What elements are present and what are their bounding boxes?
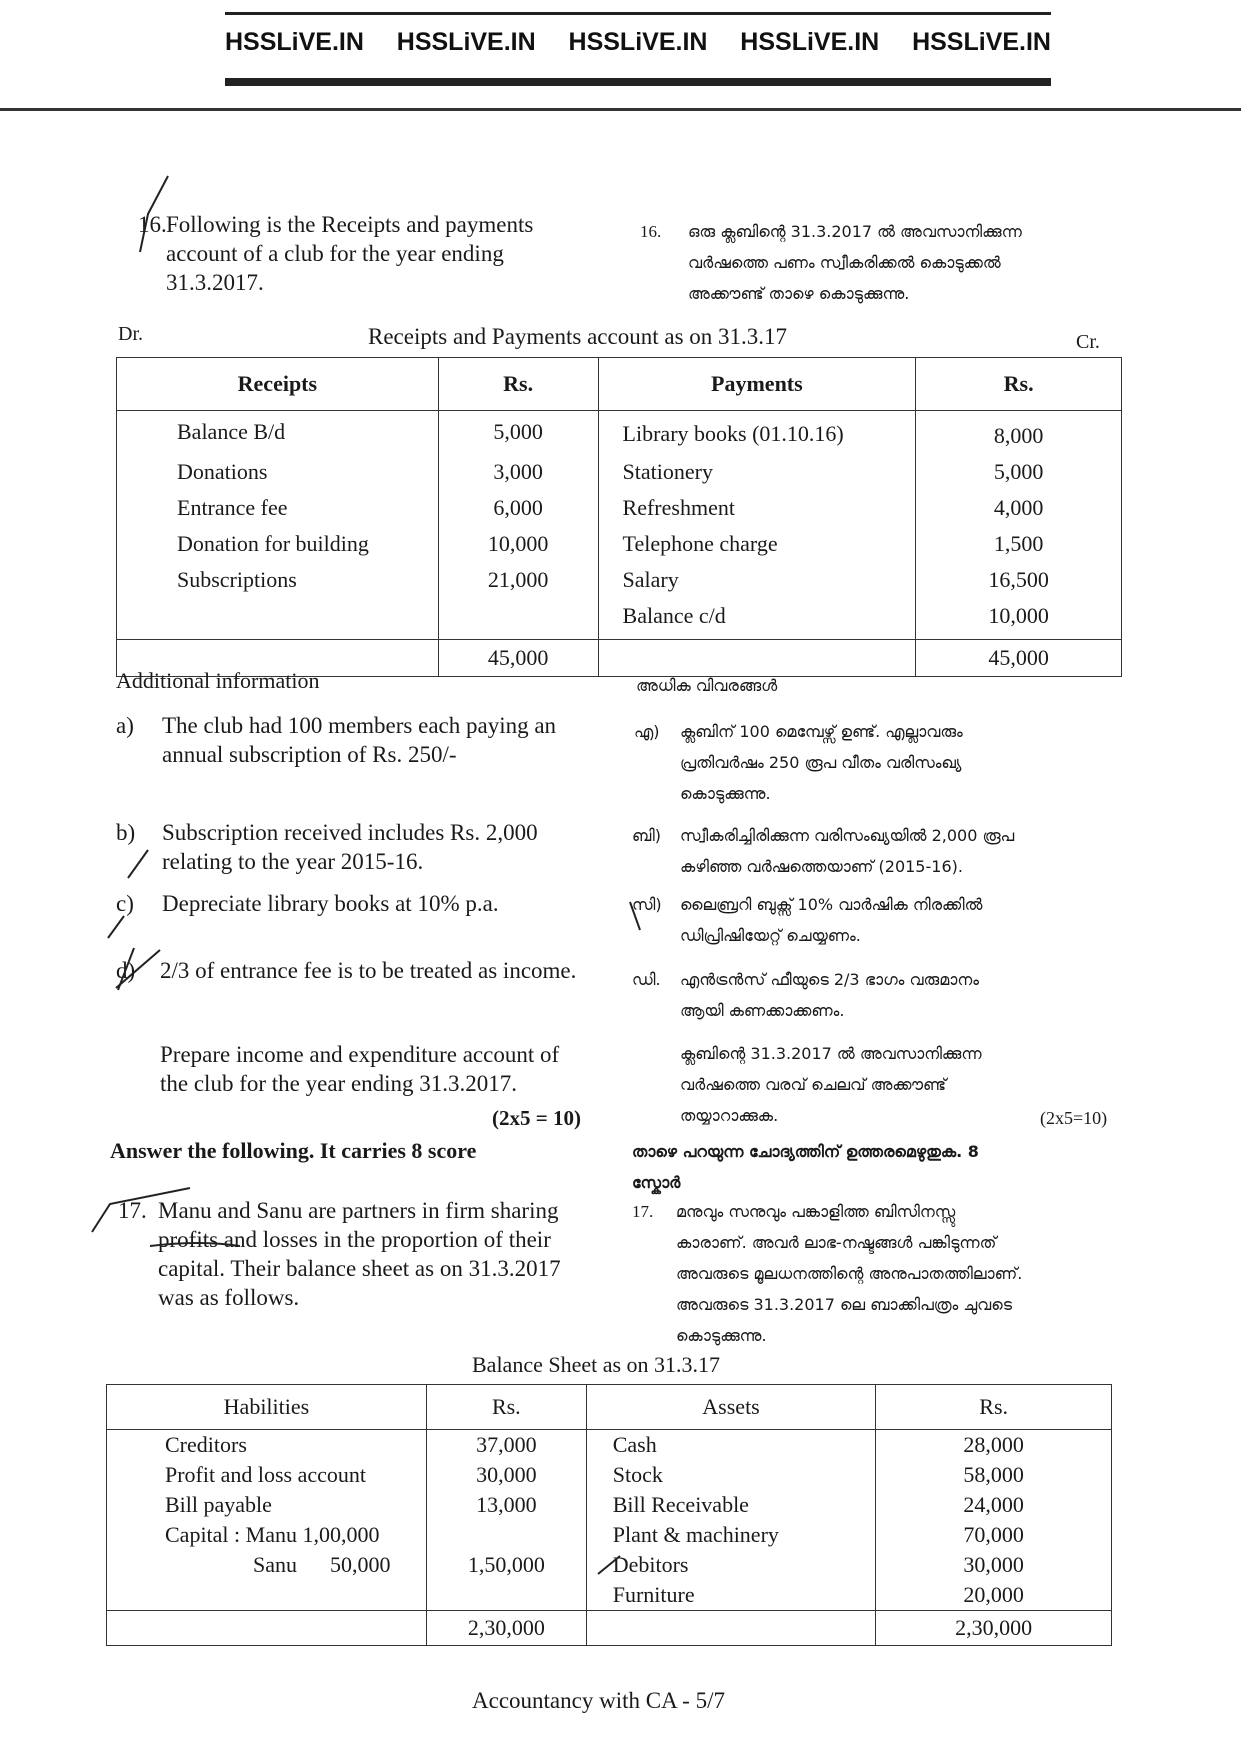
- item-marker: a): [116, 713, 134, 738]
- banner-text: HSSLiVE.IN: [396, 28, 536, 56]
- item-ml-line: സ്വീകരിച്ചിരിക്കുന്ന വരിസംഖ്യയിൽ 2,000 രൂപ: [680, 826, 1015, 845]
- q16-ml-line: അക്കൗണ്ട് താഴെ കൊടുക്കുന്നു.: [688, 284, 910, 303]
- section-heading-en: Answer the following. It carries 8 score: [110, 1138, 477, 1163]
- item-marker-ml: സി): [632, 895, 662, 914]
- q17-line: capital. Their balance sheet as on 31.3.2017: [158, 1256, 561, 1281]
- payment-label: Balance c/d: [598, 603, 916, 640]
- header-receipts: Receipts: [117, 358, 439, 411]
- receipt-label: Donations: [117, 459, 439, 495]
- prepare-line: the club for the year ending 31.3.2017.: [160, 1071, 518, 1096]
- receipt-amount: 3,000: [438, 459, 598, 495]
- item-marker: b): [116, 820, 136, 845]
- liability-amount: 30,000: [426, 1460, 586, 1490]
- prepare-ml-line: തയ്യാറാക്കുക.: [680, 1106, 779, 1125]
- total-payments: 45,000: [916, 640, 1122, 677]
- payment-amount: 4,000: [916, 495, 1122, 531]
- header-rs: Rs.: [438, 358, 598, 411]
- total-receipts: 45,000: [438, 640, 598, 677]
- section-ml-line: സ്കോർ: [632, 1173, 681, 1192]
- prepare-line: Prepare income and expenditure account of: [160, 1042, 560, 1067]
- asset-amount: 58,000: [876, 1460, 1112, 1490]
- tick-mark-icon: [92, 1188, 190, 1232]
- liability-label: Creditors: [107, 1430, 427, 1461]
- item-ml-line: കഴിഞ്ഞ വർഷത്തെയാണ് (2015-16).: [680, 857, 963, 876]
- receipts-table-title: Receipts and Payments account as on 31.3.17: [368, 324, 788, 349]
- q16-number-ml: 16.: [640, 222, 662, 241]
- liability-label: Capital : Manu 1,00,000: [107, 1520, 427, 1550]
- q17-line: profits and losses in the proportion of their: [158, 1227, 551, 1252]
- item-ml-line: എൻട്രൻസ് ഫീയുടെ 2/3 ഭാഗം വരുമാനം: [680, 970, 979, 989]
- payment-amount: 1,500: [916, 531, 1122, 567]
- q17-ml-line: അവരുടെ മൂലധനത്തിന്റെ അനുപാതത്തിലാണ്.: [676, 1264, 1023, 1283]
- q16-ml-line: ഒരു ക്ലബിന്റെ 31.3.2017 ൽ അവസാനിക്കുന്ന: [688, 222, 1022, 241]
- q17-number: 17.: [118, 1198, 147, 1223]
- item-line: Subscription received includes Rs. 2,000: [162, 820, 538, 845]
- item-ml-line: ക്ലബിന് 100 മെമ്പേഴ്സ് ഉണ്ട്. എല്ലാവരും: [680, 722, 963, 741]
- receipt-label: Donation for building: [117, 531, 439, 567]
- banner-text: HSSLiVE.IN: [568, 28, 708, 56]
- tick-mark-icon: [630, 902, 640, 930]
- receipt-amount: 6,000: [438, 495, 598, 531]
- liability-label: Sanu 50,000: [107, 1550, 427, 1580]
- liability-label: Profit and loss account: [107, 1460, 427, 1490]
- marks-en: (2x5 = 10): [492, 1106, 581, 1130]
- header-assets: Assets: [586, 1385, 876, 1430]
- item-ml-line: ആയി കണക്കാക്കണം.: [680, 1001, 845, 1020]
- header-liabilities: Habilities: [107, 1385, 427, 1430]
- cr-label: Cr.: [1076, 331, 1100, 353]
- item-ml-line: ലൈബ്രറി ബുക്സ് 10% വാർഷിക നിരക്കിൽ: [680, 895, 983, 914]
- item-ml-line: കൊടുക്കുന്നു.: [680, 784, 771, 803]
- payment-amount: 10,000: [916, 603, 1122, 640]
- asset-amount: 30,000: [876, 1550, 1112, 1580]
- tick-mark-icon: [140, 176, 168, 252]
- header-payments: Payments: [598, 358, 916, 411]
- asset-label: Cash: [586, 1430, 876, 1461]
- q17-ml-line: അവരുടെ 31.3.2017 ലെ ബാക്കിപത്രം ചുവടെ: [676, 1295, 1013, 1314]
- item-line: relating to the year 2015-16.: [162, 849, 424, 874]
- banner-text: HSSLiVE.IN: [912, 28, 1051, 56]
- prepare-ml-line: വർഷത്തെ വരവ് ചെലവ് അക്കൗണ്ട്: [680, 1075, 947, 1094]
- q16-line: 31.3.2017.: [166, 270, 264, 295]
- asset-amount: 70,000: [876, 1520, 1112, 1550]
- payment-label: Refreshment: [598, 495, 916, 531]
- item-line: The club had 100 members each paying an: [162, 713, 557, 738]
- asset-label: Plant & machinery: [586, 1520, 876, 1550]
- item-marker-ml: ഡി.: [632, 970, 661, 989]
- asset-label: Bill Receivable: [586, 1490, 876, 1520]
- banner-text: HSSLiVE.IN: [225, 28, 364, 56]
- receipt-label: Entrance fee: [117, 495, 439, 531]
- liability-amount: 1,50,000: [426, 1550, 586, 1580]
- asset-amount: 20,000: [876, 1580, 1112, 1611]
- total-liabilities: 2,30,000: [426, 1611, 586, 1646]
- q17-ml-line: മനുവും സനുവും പങ്കാളിത്ത ബിസിനസ്സു: [676, 1202, 956, 1221]
- payment-amount: 16,500: [916, 567, 1122, 603]
- q16-number: 16.: [138, 212, 167, 237]
- header-rs: Rs.: [876, 1385, 1112, 1430]
- receipt-amount: 10,000: [438, 531, 598, 567]
- tick-mark-icon: [128, 850, 148, 878]
- receipt-amount: 5,000: [438, 411, 598, 460]
- asset-amount: 24,000: [876, 1490, 1112, 1520]
- header-rs: Rs.: [426, 1385, 586, 1430]
- dr-label: Dr.: [118, 323, 143, 345]
- banner-text: HSSLiVE.IN: [740, 28, 880, 56]
- tick-mark-icon: [108, 916, 124, 938]
- item-marker: c): [116, 891, 134, 916]
- balance-sheet-title: Balance Sheet as on 31.3.17: [472, 1352, 721, 1377]
- liability-amount: 13,000: [426, 1490, 586, 1520]
- payment-amount: 8,000: [916, 411, 1122, 460]
- q17-number-ml: 17.: [632, 1202, 654, 1221]
- underline-mark-icon: [150, 1243, 240, 1246]
- item-line: annual subscription of Rs. 250/-: [162, 742, 457, 767]
- item-ml-line: ഡിപ്രിഷിയേറ്റ് ചെയ്യണം.: [680, 926, 861, 945]
- additional-heading-en: Additional information: [116, 668, 320, 693]
- asset-label: Stock: [586, 1460, 876, 1490]
- marks-ml: (2x5=10): [1040, 1108, 1108, 1128]
- q17-line: was as follows.: [158, 1285, 300, 1310]
- q17-ml-line: കൊടുക്കുന്നു.: [676, 1326, 767, 1345]
- item-marker: d): [116, 958, 136, 983]
- payment-amount: 5,000: [916, 459, 1122, 495]
- page-footer: Accountancy with CA - 5/7: [472, 1688, 725, 1713]
- tick-mark-icon: [116, 950, 160, 988]
- payment-label: Telephone charge: [598, 531, 916, 567]
- payment-label: Stationery: [598, 459, 916, 495]
- item-line: Depreciate library books at 10% p.a.: [162, 891, 499, 916]
- item-ml-line: പ്രതിവർഷം 250 രൂപ വീതം വരിസംഖ്യ: [680, 753, 962, 772]
- payment-label: Library books (01.10.16): [598, 411, 916, 460]
- asset-label: Debitors: [586, 1550, 876, 1580]
- q16-ml-line: വർഷത്തെ പണം സ്വീകരിക്കൽ കൊടുക്കൽ: [688, 253, 1001, 272]
- q17-ml-line: കാരാണ്. അവർ ലാഭ-നഷ്ടങ്ങൾ പങ്കിടുന്നത്: [676, 1233, 997, 1252]
- item-line: 2/3 of entrance fee is to be treated as income.: [160, 958, 577, 983]
- receipt-label: Balance B/d: [117, 411, 439, 460]
- q17-line: Manu and Sanu are partners in firm sharing: [158, 1198, 559, 1223]
- item-marker-ml: ബി): [632, 826, 661, 845]
- asset-label: Furniture: [586, 1580, 876, 1611]
- liability-label: Bill payable: [107, 1490, 427, 1520]
- liability-amount: 37,000: [426, 1430, 586, 1461]
- receipt-amount: 21,000: [438, 567, 598, 603]
- total-assets: 2,30,000: [876, 1611, 1112, 1646]
- receipt-label: Subscriptions: [117, 567, 439, 603]
- q16-line: Following is the Receipts and payments: [166, 212, 534, 237]
- prepare-ml-line: ക്ലബിന്റെ 31.3.2017 ൽ അവസാനിക്കുന്ന: [680, 1044, 982, 1063]
- q16-line: account of a club for the year ending: [166, 241, 504, 266]
- asset-amount: 28,000: [876, 1430, 1112, 1461]
- tick-mark-icon: [598, 1556, 620, 1574]
- additional-heading-ml: അധിക വിവരങ്ങൾ: [636, 676, 778, 695]
- item-marker-ml: എ): [634, 722, 660, 741]
- payment-label: Salary: [598, 567, 916, 603]
- header-rs: Rs.: [916, 358, 1122, 411]
- section-ml-line: താഴെ പറയുന്ന ചോദ്യത്തിന് ഉത്തരമെഴുതുക. 8: [632, 1142, 979, 1161]
